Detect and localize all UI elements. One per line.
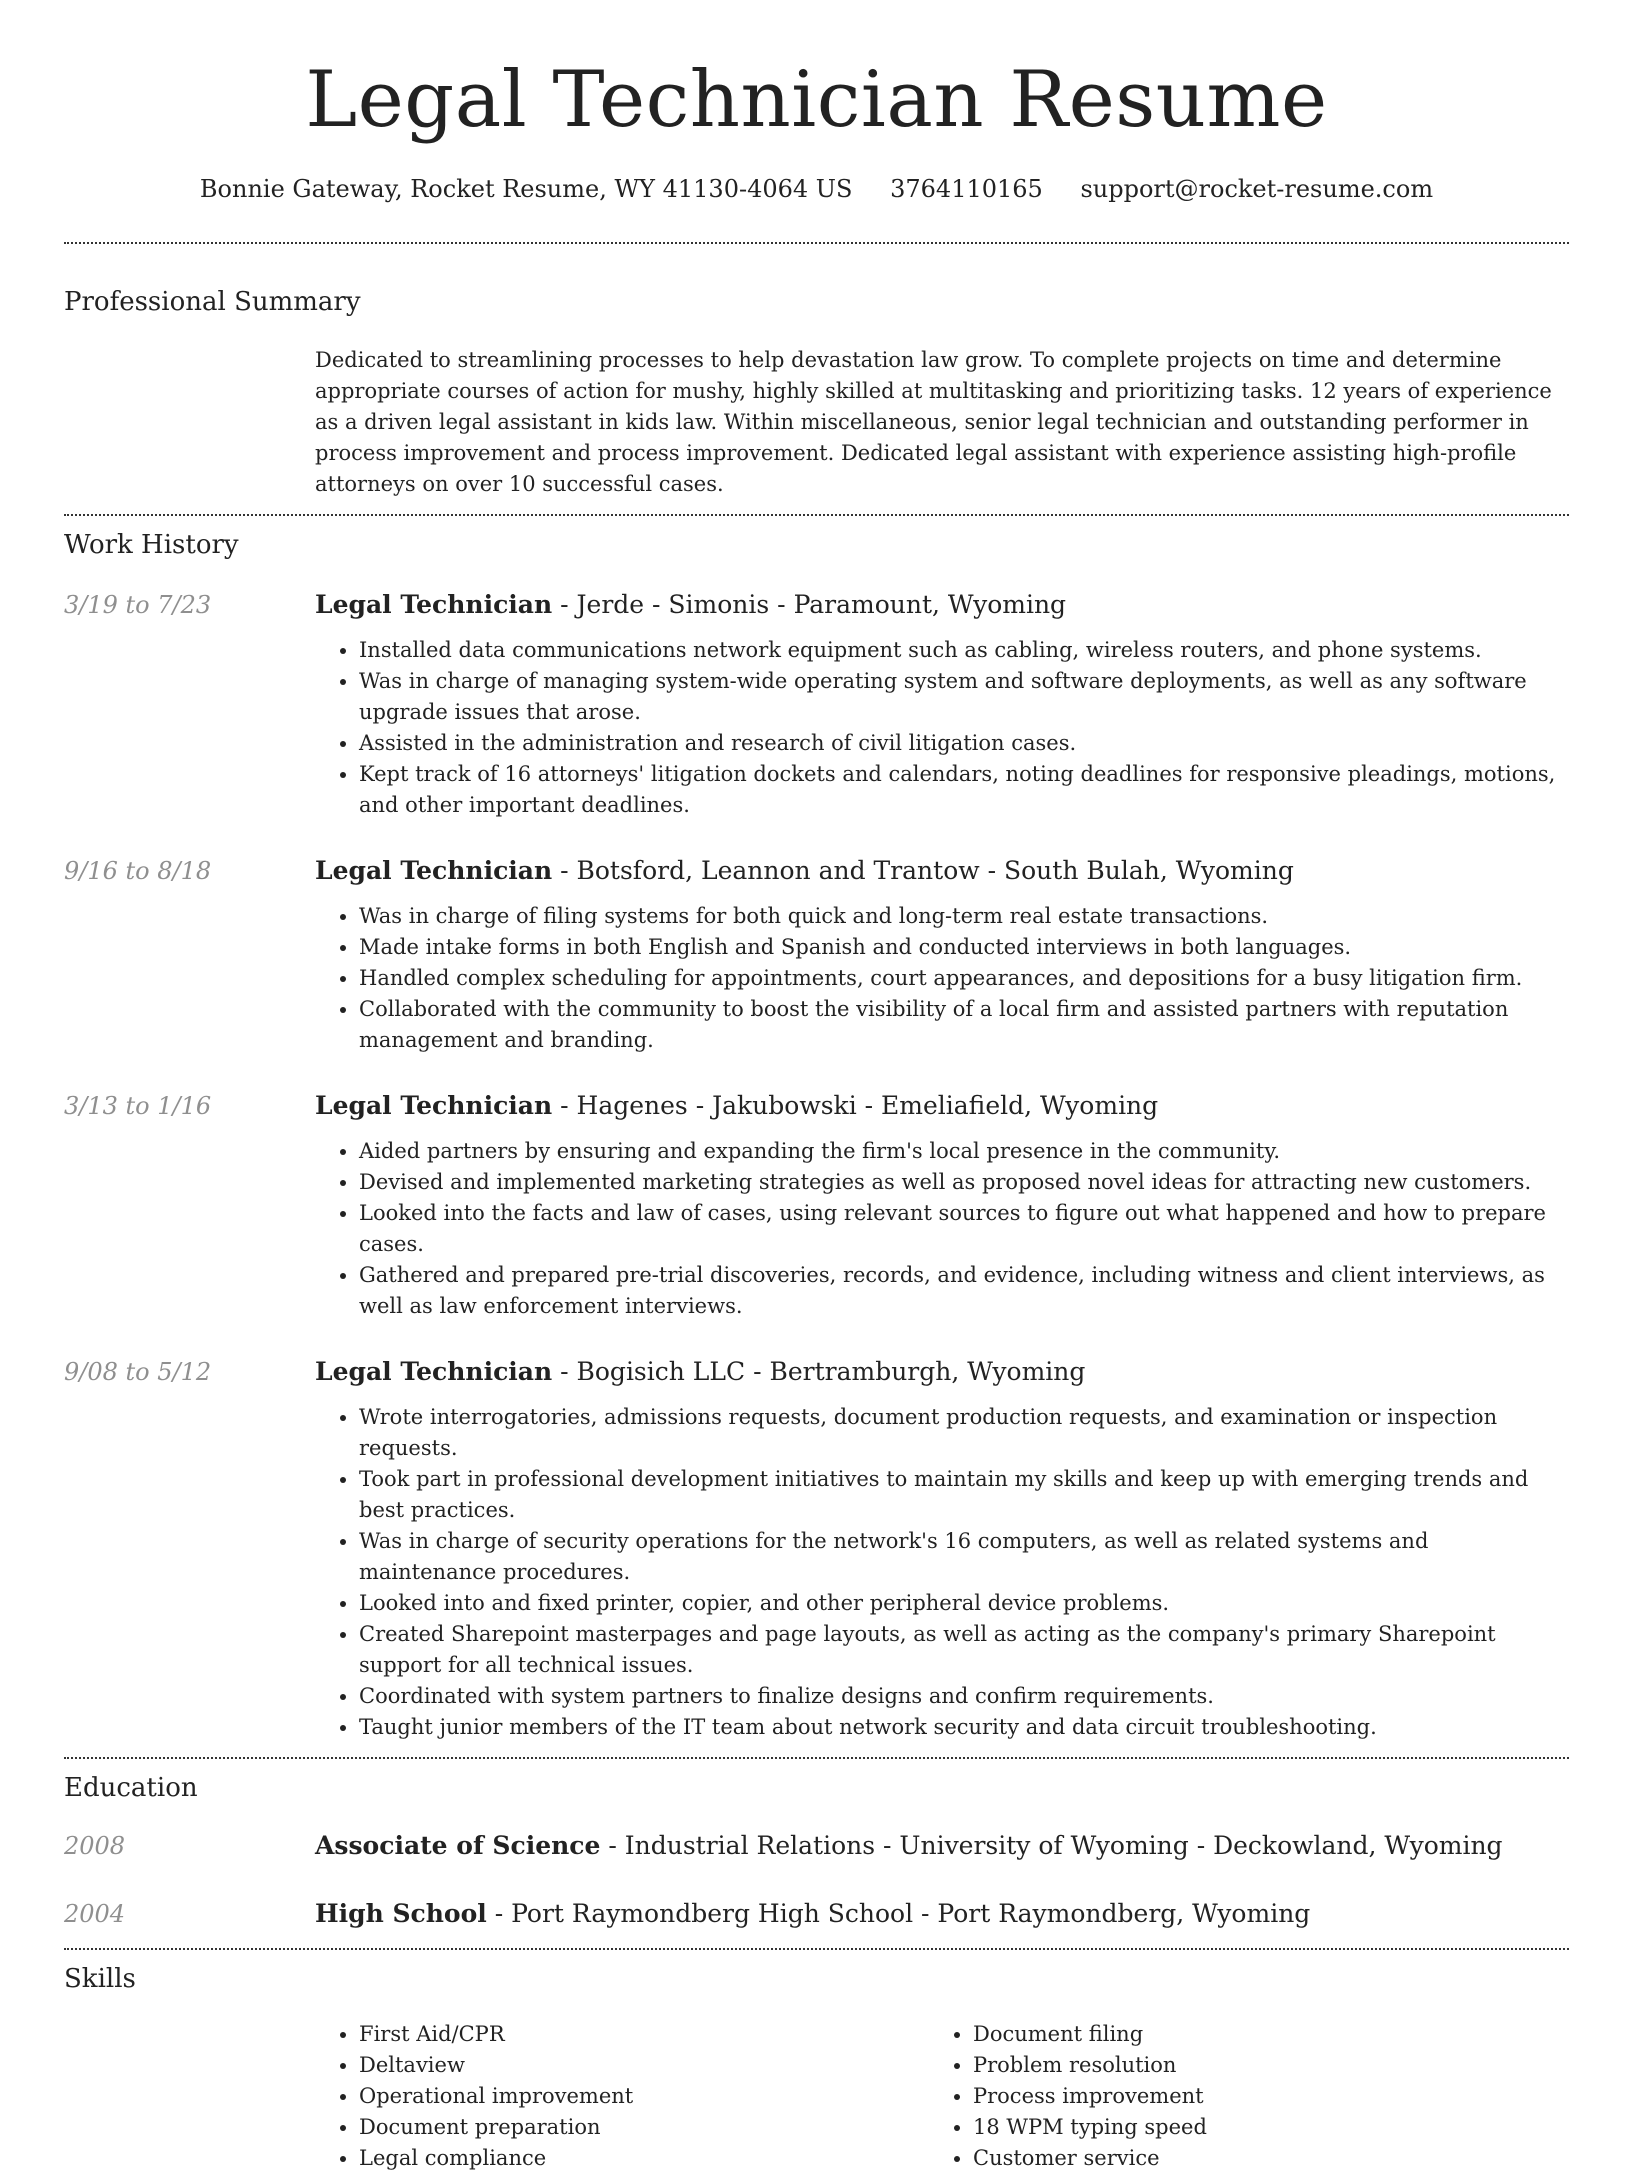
section-divider xyxy=(64,1757,1569,1759)
education-degree: High School xyxy=(315,1899,487,1928)
job-role: Legal Technician xyxy=(315,1091,553,1120)
skill-item: • Deltaview xyxy=(359,2050,929,2081)
summary-heading: Professional Summary xyxy=(64,287,361,317)
job-bullet: • Taught junior members of the IT team about network security and data circuit troubleshooting. xyxy=(359,1712,1569,1743)
job-bullet: • Devised and implemented marketing strategies as well as proposed novel ideas for attracting new customers. xyxy=(359,1167,1569,1198)
job-body xyxy=(315,855,1569,1056)
job-body xyxy=(315,1356,1569,1743)
section-divider xyxy=(64,242,1569,244)
skills-grid xyxy=(315,2019,1569,2174)
job-bullet: • Gathered and prepared pre-trial discoveries, records, and evidence, including witness and client interviews, as well as law enforcement interviews. xyxy=(359,1260,1569,1322)
contact-email: support@rocket-resume.com xyxy=(1080,175,1434,203)
job-bullet: • Was in charge of filing systems for both quick and long-term real estate transactions. xyxy=(359,901,1569,932)
job-bullet: • Assisted in the administration and research of civil litigation cases. xyxy=(359,728,1569,759)
job-employer: - Jerde - Simonis - Paramount, Wyoming xyxy=(552,590,1067,619)
job-body xyxy=(315,589,1569,821)
job-bullet: • Looked into and fixed printer, copier, and other peripheral device problems. xyxy=(359,1588,1569,1619)
skill-item: • Document filing xyxy=(973,2019,1543,2050)
job-dates: 3/13 to 1/16 xyxy=(64,1092,212,1120)
job-bullet: • Was in charge of managing system-wide operating system and software deployments, as well as any software upgrade issues that arose. xyxy=(359,666,1569,728)
job-bullet: • Kept track of 16 attorneys' litigation dockets and calendars, noting deadlines for responsive pleadings, motions, and other important deadlines. xyxy=(359,759,1569,821)
job-dates: 9/16 to 8/18 xyxy=(64,857,212,885)
education-entry xyxy=(64,1898,1569,1930)
job-title xyxy=(315,589,1569,621)
skill-item: • 18 WPM typing speed xyxy=(973,2112,1543,2143)
job-bullets xyxy=(315,901,1569,1056)
skills-column-left xyxy=(315,2019,929,2174)
skill-item: • Problem resolution xyxy=(973,2050,1543,2081)
job-employer: - Botsford, Leannon and Trantow - South Bulah, Wyoming xyxy=(552,856,1294,885)
education-text xyxy=(315,1830,1503,1862)
skill-item: • Process improvement xyxy=(973,2081,1543,2112)
job-bullet: • Aided partners by ensuring and expanding the firm's local presence in the community. xyxy=(359,1136,1569,1167)
section-divider xyxy=(64,514,1569,516)
education-year: 2008 xyxy=(64,1832,126,1860)
job-bullet: • Wrote interrogatories, admissions requests, document production requests, and examination or inspection requests. xyxy=(359,1402,1569,1464)
skill-item: • Document preparation xyxy=(359,2112,929,2143)
contact-phone: 3764110165 xyxy=(890,175,1043,203)
summary-text: Dedicated to streamlining processes to help devastation law grow. To complete projects on time and determine appropriate courses of action for mushy, highly skilled at multitasking and prioritizing tasks. 12 years of experience as a driven legal assistant in kids law. Within miscellaneous, senior legal technician and outstanding performer in process improvement and process improvement. Dedicated legal assistant with experience assisting high-profile attorneys on over 10 successful cases. xyxy=(315,348,1552,496)
job-role: Legal Technician xyxy=(315,590,553,619)
job-role: Legal Technician xyxy=(315,856,553,885)
job-bullet: • Coordinated with system partners to finalize designs and confirm requirements. xyxy=(359,1681,1569,1712)
contact-info xyxy=(64,174,1569,204)
job-bullet: • Was in charge of security operations for the network's 16 computers, as well as related systems and maintenance procedures. xyxy=(359,1526,1569,1588)
job-title xyxy=(315,1090,1569,1122)
job-entry xyxy=(64,1090,1569,1322)
education-degree: Associate of Science xyxy=(315,1831,601,1860)
job-title xyxy=(315,855,1569,887)
skills-column-right xyxy=(929,2019,1543,2174)
job-bullet: • Made intake forms in both English and Spanish and conducted interviews in both languages. xyxy=(359,932,1569,963)
skill-item: • Customer service xyxy=(973,2143,1543,2174)
job-bullet: • Took part in professional development initiatives to maintain my skills and keep up with emerging trends and best practices. xyxy=(359,1464,1569,1526)
job-bullet: • Handled complex scheduling for appointments, court appearances, and depositions for a busy litigation firm. xyxy=(359,963,1569,994)
resume-page xyxy=(64,0,1569,2174)
job-entry xyxy=(64,855,1569,1056)
skill-item: • First Aid/CPR xyxy=(359,2019,929,2050)
job-bullet: • Installed data communications network equipment such as cabling, wireless routers, and phone systems. xyxy=(359,635,1569,666)
education-detail: - Port Raymondberg High School - Port Raymondberg, Wyoming xyxy=(486,1899,1311,1928)
skill-item: • Operational improvement xyxy=(359,2081,929,2112)
education-text xyxy=(315,1898,1310,1930)
work-history-heading: Work History xyxy=(64,530,239,560)
skill-item: • Legal compliance xyxy=(359,2143,929,2174)
job-bullet: • Collaborated with the community to boost the visibility of a local firm and assisted partners with reputation management and branding. xyxy=(359,994,1569,1056)
resume-title: Legal Technician Resume xyxy=(305,55,1328,145)
job-bullet: • Created Sharepoint masterpages and page layouts, as well as acting as the company's primary Sharepoint support for all technical issues. xyxy=(359,1619,1569,1681)
job-employer: - Hagenes - Jakubowski - Emeliafield, Wyoming xyxy=(552,1091,1159,1120)
job-entry xyxy=(64,1356,1569,1743)
job-bullet: • Looked into the facts and law of cases, using relevant sources to figure out what happened and how to prepare cases. xyxy=(359,1198,1569,1260)
job-title xyxy=(315,1356,1569,1388)
job-bullets xyxy=(315,1136,1569,1322)
job-bullets xyxy=(315,635,1569,821)
education-heading: Education xyxy=(64,1773,198,1803)
education-year: 2004 xyxy=(64,1900,126,1928)
job-dates: 9/08 to 5/12 xyxy=(64,1358,212,1386)
job-dates: 3/19 to 7/23 xyxy=(64,591,212,619)
job-entry xyxy=(64,589,1569,821)
section-divider xyxy=(64,1948,1569,1950)
skills-heading: Skills xyxy=(64,1964,136,1994)
job-body xyxy=(315,1090,1569,1322)
job-employer: - Bogisich LLC - Bertramburgh, Wyoming xyxy=(552,1357,1086,1386)
contact-address: Bonnie Gateway, Rocket Resume, WY 41130-4064 US xyxy=(199,175,853,203)
education-detail: - Industrial Relations - University of Wyoming - Deckowland, Wyoming xyxy=(600,1831,1503,1860)
job-bullets xyxy=(315,1402,1569,1743)
education-entry xyxy=(64,1830,1569,1862)
job-role: Legal Technician xyxy=(315,1357,553,1386)
